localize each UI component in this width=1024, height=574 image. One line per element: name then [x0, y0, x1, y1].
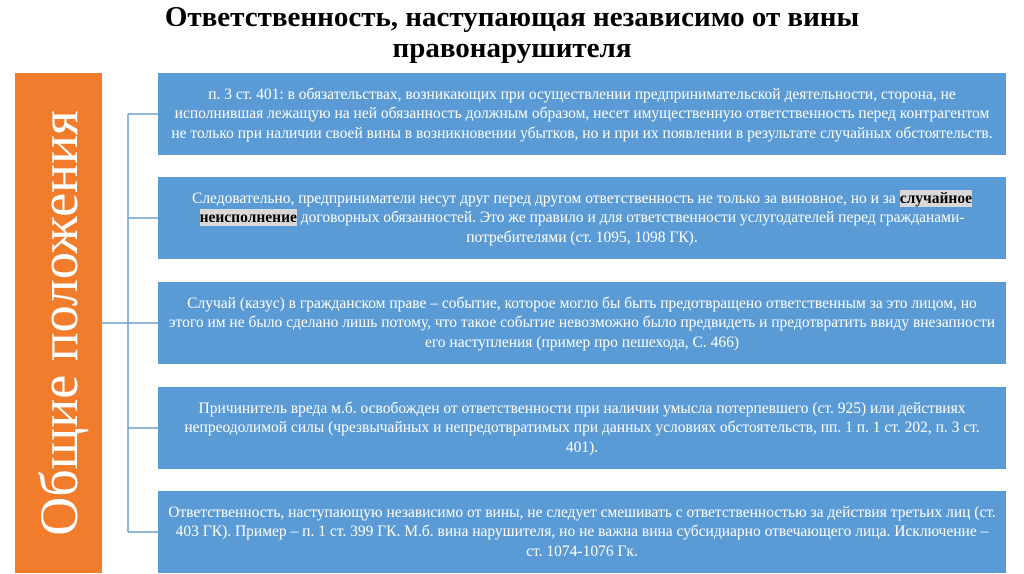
- info-box-2-text: [168, 189, 996, 248]
- info-box-2-text-before: Следовательно, предприниматели несут друг перед другом ответственность не только за виновное, но и за: [191, 189, 900, 207]
- info-box-3-text: Случай (казус) в гражданском праве – событие, которое могло бы быть предотвращено ответственным за это лицом, но этого им не было сделано лишь потому, что такое событие невозможно было предвидеть и предотвратить ввиду внезапности его наступления (пример про пешехода, С. 466): [168, 294, 996, 351]
- info-box-1: [158, 73, 1006, 155]
- title-line-2: правонарушителя: [392, 32, 632, 64]
- info-box-4: [158, 387, 1006, 469]
- info-box-2-text-after: договорных обязанностей. Это же правило и для ответственности услугодателей перед гражданами-потребителями (ст. 1095, 1098 ГК).: [296, 209, 965, 246]
- info-box-3: [158, 282, 1006, 364]
- highlighted-phrase: случайное неисполнение: [199, 189, 972, 227]
- info-box-2: [158, 177, 1006, 259]
- info-box-5: [158, 491, 1006, 573]
- info-box-4-text: Причинитель вреда м.б. освобожден от ответственности при наличии умысла потерпевшего (ст. 925) или действиях непреодолимой силы (чрезвычайных и непредотвратимых при данных условиях обстоятельств, пп. 1 п. 1 ст. 202, п. 3 ст. 401).: [184, 399, 980, 456]
- title-line-1: Ответственность, наступающая независимо от вины: [164, 1, 860, 33]
- side-label: Общие положения: [28, 110, 89, 536]
- info-box-1-text: п. 3 ст. 401: в обязательствах, возникающих при осуществлении предпринимательской деятельности, сторона, не исполнившая лежащую на ней обязанность должным образом, несет имущественную ответственность перед контрагентом не только при наличии своей вины в возникновении убытков, но и при их появлении в результате случайных обстоятельств.: [171, 85, 993, 142]
- info-box-5-text: Ответственность, наступающую независимо от вины, не следует смешивать с ответственностью за действия третьих лиц (ст. 403 ГК). Пример – п. 1 ст. 399 ГК. М.б. вина нарушителя, но не важна вина субсидиарно отвечающего лица. Исключение – ст. 1074-1076 Гк.: [168, 503, 996, 560]
